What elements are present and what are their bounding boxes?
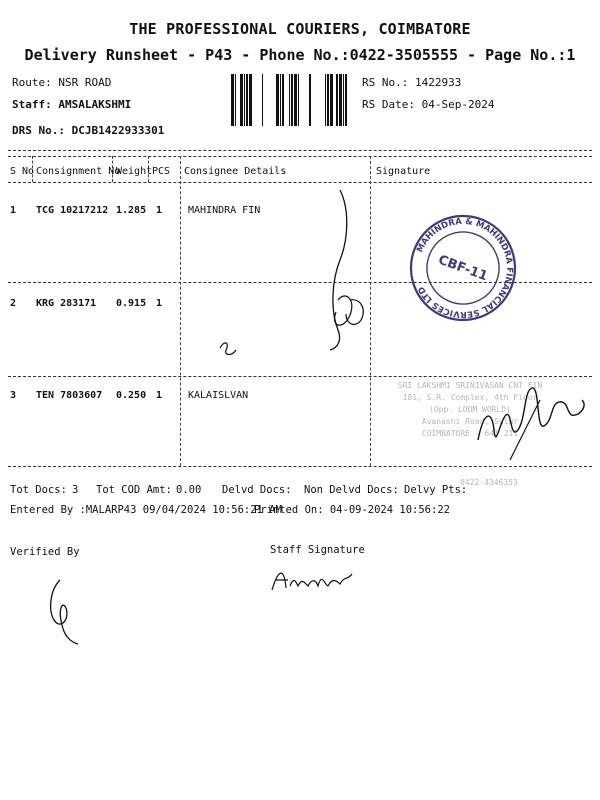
entered-by: Entered By :MALARP43 09/04/2024 10:56:21 AM [10, 504, 282, 516]
col-header-sno: S No [10, 166, 35, 177]
barcode-bar [336, 74, 338, 126]
barcode-bar [280, 74, 281, 126]
staff-signature-label: Staff Signature [270, 544, 365, 556]
row-sno: 1 [10, 205, 17, 216]
col-header-consignee: Consignee Details [184, 166, 287, 177]
row-weight: 0.915 [116, 298, 147, 309]
barcode-bar [339, 74, 342, 126]
company-round-stamp [406, 180, 520, 356]
barcode-bar [240, 74, 243, 126]
stamp-line: Avanashi Road, Sulur [421, 417, 519, 426]
barcode-bar [309, 74, 311, 126]
row-consignee: MAHINDRA FIN [188, 205, 261, 216]
barcode-bar [343, 74, 344, 126]
row-sno: 2 [10, 298, 17, 309]
barcode-bar [294, 74, 297, 126]
row-consignee: KALAISLVAN [188, 390, 249, 401]
col-header-consignment: Consignment No [36, 166, 121, 177]
barcode-bar [289, 74, 290, 126]
tot-docs-label: Tot Docs: [10, 484, 67, 496]
barcode-bar [282, 74, 284, 126]
barcode [230, 74, 352, 126]
runsheet-subtitle: Delivery Runsheet - P43 - Phone No.:0422-3505555 - Page No.:1 [24, 46, 576, 64]
row-pcs: 1 [156, 298, 163, 309]
consignee-signature-scribble [180, 180, 370, 380]
staff: Staff: AMSALAKSHMI [12, 98, 132, 111]
barcode-bar [330, 74, 333, 126]
company-title: THE PROFESSIONAL COURIERS, COIMBATORE [129, 20, 471, 38]
staff-signature [268, 560, 368, 600]
row-consignment: KRG 283171 [36, 298, 97, 309]
delvy-pts-label: Delvy Pts: [404, 484, 468, 496]
col-header-pcs: PCS [152, 166, 171, 177]
table-top-rule-2 [8, 156, 592, 157]
stamp-outer-text: MAHINDRA & MAHINDRA FINANCIAL SERVICES LTD [415, 216, 515, 320]
row-weight: 1.285 [116, 205, 147, 216]
barcode-bar [246, 74, 248, 126]
tot-cod-label: Tot COD Amt: [96, 484, 172, 496]
stamp-phone: 0422-4346353 [460, 478, 518, 487]
rs-number: RS No.: 1422933 [362, 76, 462, 89]
barcode-bar [291, 74, 293, 126]
row-pcs: 1 [156, 205, 163, 216]
barcode-bar [345, 74, 347, 126]
row-pcs: 1 [156, 390, 163, 401]
stamp-line: (Opp. LOOM WORLD) [429, 405, 511, 414]
col-header-signature: Signature [376, 166, 431, 177]
row-sno: 3 [10, 390, 17, 401]
stamp-line: 181, S.R. Complex, 4th Floor [402, 393, 538, 402]
tot-cod-value: 0.00 [176, 484, 202, 496]
route: Route: NSR ROAD [12, 76, 112, 89]
verifier-signature [40, 570, 90, 650]
barcode-bar [262, 74, 263, 126]
stamp-center-text: CBF-11 [436, 252, 490, 285]
row-consignment: TEN 7803607 [36, 390, 103, 401]
row3-signature [470, 370, 595, 470]
non-delvd-docs-label: Non Delvd Docs: [304, 484, 399, 496]
stamp-line: SRI LAKSHMI SRINIVASAN CNT FIN [397, 381, 543, 390]
barcode-bar [298, 74, 299, 126]
table-top-rule [8, 150, 592, 151]
delvd-docs-label: Delvd Docs: [222, 484, 292, 496]
barcode-bar [249, 74, 252, 126]
barcode-bar [327, 74, 329, 126]
printed-on: Printed On: 04-09-2024 10:56:22 [254, 504, 450, 516]
col-header-weight: Weight [116, 166, 153, 177]
barcode-bar [244, 74, 245, 126]
tot-docs-value: 3 [72, 484, 79, 496]
barcode-bar [325, 74, 326, 126]
barcode-bar [276, 74, 279, 126]
row-consignment: TCG 10217212 [36, 205, 109, 216]
col-sep [370, 156, 371, 466]
verified-by-label: Verified By [10, 546, 80, 558]
barcode-bar [235, 74, 236, 126]
barcode-bar [231, 74, 234, 126]
drs-number: DRS No.: DCJB1422933301 [12, 124, 165, 137]
row-weight: 0.250 [116, 390, 147, 401]
stamp-line: COIMBATORE - 641 211 [421, 429, 519, 438]
rs-date: RS Date: 04-Sep-2024 [362, 98, 495, 111]
